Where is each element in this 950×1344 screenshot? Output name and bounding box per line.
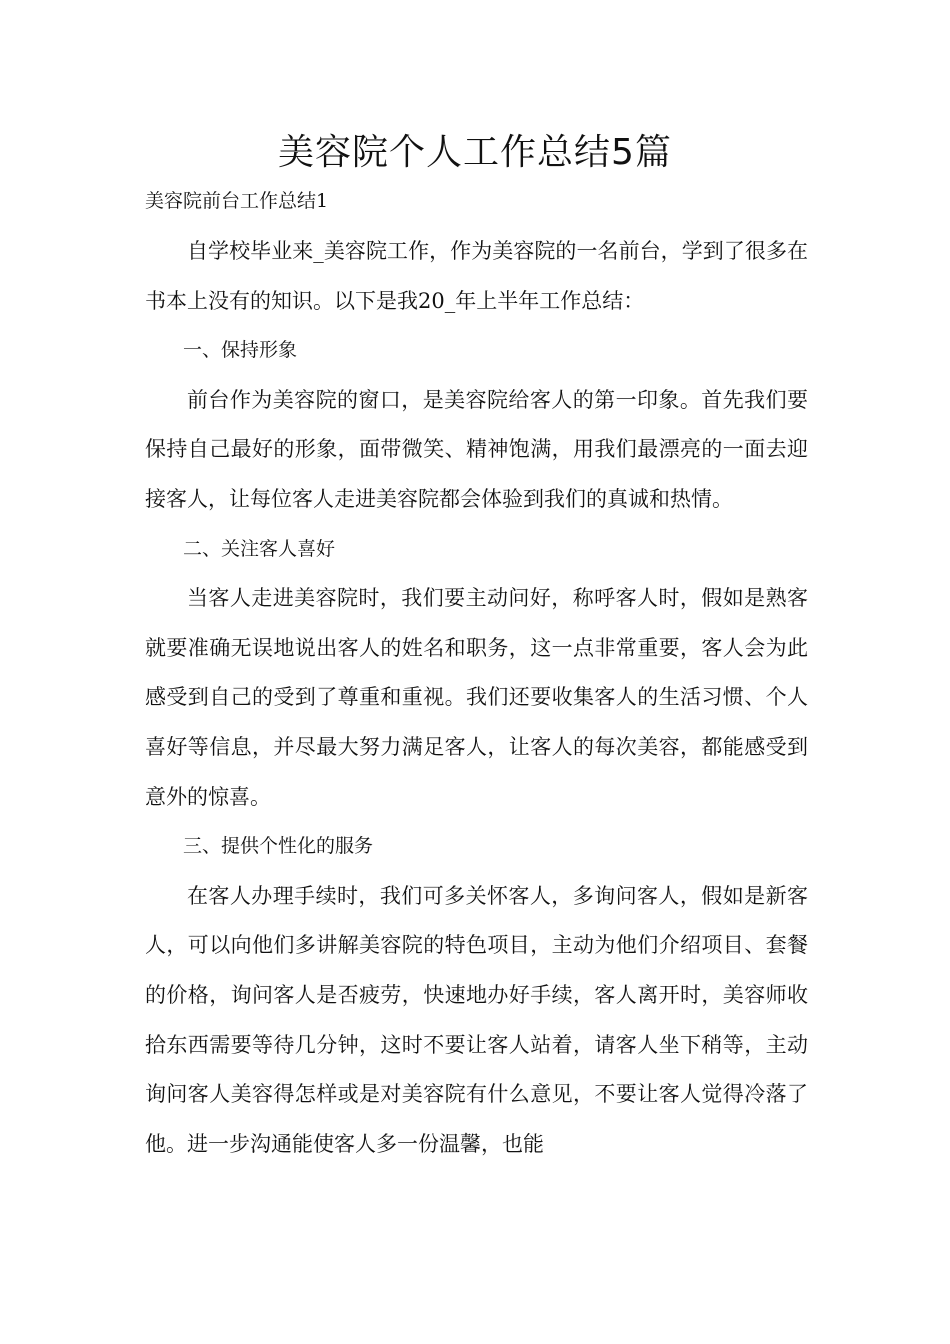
document-title: 美容院个人工作总结5篇 [278, 132, 672, 173]
document-body [145, 227, 808, 1169]
heading-keep-image: 一、保持形象 [183, 339, 298, 362]
heading-customer-preferences: 二、关注客人喜好 [183, 537, 336, 560]
paragraph-keep-image: 前台作为美容院的窗口，是美容院给客人的第一印象。首先我们要保持自己最好的形象，面带微笑、精神饱满，用我们最漂亮的一面去迎接客人，让每位客人走进美容院都会体验到我们的真诚和热情。 [145, 387, 808, 511]
heading-personalized-service: 三、提供个性化的服务 [183, 835, 374, 858]
paragraph-intro: 自学校毕业来_美容院工作，作为美容院的一名前台，学到了很多在书本上没有的知识。以下是我20_年上半年工作总结： [145, 239, 808, 313]
paragraph-personalized-service: 在客人办理手续时，我们可多关怀客人，多询问客人，假如是新客人，可以向他们多讲解美容院的特色项目，主动为他们介绍项目、套餐的价格，询问客人是否疲劳，快速地办好手续，客人离开时，美容师收拾东西需要等待几分钟，这时不要让客人站着，请客人坐下稍等，主动询问客人美容得怎样或是对美容院有什么意见，不要让客人觉得冷落了他。进一步沟通能使客人多一份温馨，也能 [145, 883, 808, 1156]
paragraph-customer-preferences: 当客人走进美容院时，我们要主动问好，称呼客人时，假如是熟客就要准确无误地说出客人的姓名和职务，这一点非常重要，客人会为此感受到自己的受到了尊重和重视。我们还要收集客人的生活习惯、个人喜好等信息，并尽最大努力满足客人，让客人的每次美容，都能感受到意外的惊喜。 [145, 586, 808, 809]
section-subtitle: 美容院前台工作总结1 [145, 190, 329, 212]
